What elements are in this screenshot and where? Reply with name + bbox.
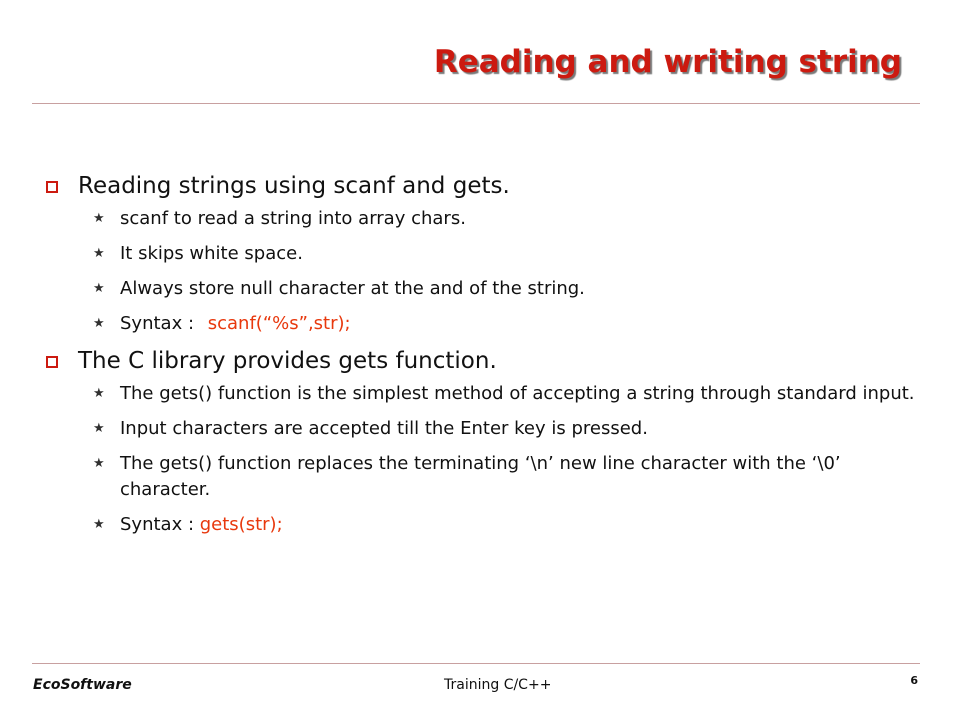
syntax-label: Syntax : [120,514,195,535]
star-icon: ★ [93,316,105,331]
slide-title: Reading and writing string [433,44,902,80]
list-item [78,381,920,407]
footer-divider [32,663,920,664]
page-number: 6 [910,674,918,687]
syntax-code: scanf(“%s”,str); [207,313,351,334]
section-heading: Reading strings using scanf and gets. [78,173,510,199]
footer-company: EcoSoftware [33,677,132,693]
star-icon: ★ [93,421,105,436]
title-divider [32,103,920,104]
star-icon: ★ [93,456,105,471]
footer-course: Training C/C++ [444,677,552,693]
list-item [78,512,920,538]
section-heading: The C library provides gets function. [78,348,497,374]
section-scanf [40,168,920,337]
star-icon: ★ [93,211,105,226]
list-item-text: The gets() function replaces the terminating ‘\n’ new line character with the ‘\0’ character. [120,453,841,500]
syntax-code: gets(str); [199,514,283,535]
list-item [78,311,920,337]
list-item-text: It skips white space. [120,243,303,264]
list-item [78,276,920,302]
hollow-square-icon [46,356,58,368]
list-item-text: Input characters are accepted till the Enter key is pressed. [120,418,648,439]
hollow-square-icon [46,181,58,193]
list-item [78,241,920,267]
star-icon: ★ [93,386,105,401]
list-item [78,416,920,442]
syntax-label: Syntax : [120,313,195,334]
star-icon: ★ [93,246,105,261]
list-item-text: Always store null character at the and of the string. [120,278,585,299]
list-item [78,451,920,503]
slide-body [40,168,920,538]
list-item-text: scanf to read a string into array chars. [120,208,466,229]
bullet-list [78,381,920,538]
list-item [78,206,920,232]
list-item-text: The gets() function is the simplest method of accepting a string through standard input. [120,383,915,404]
star-icon: ★ [93,517,105,532]
section-gets [40,343,920,538]
bullet-list [78,206,920,337]
star-icon: ★ [93,281,105,296]
